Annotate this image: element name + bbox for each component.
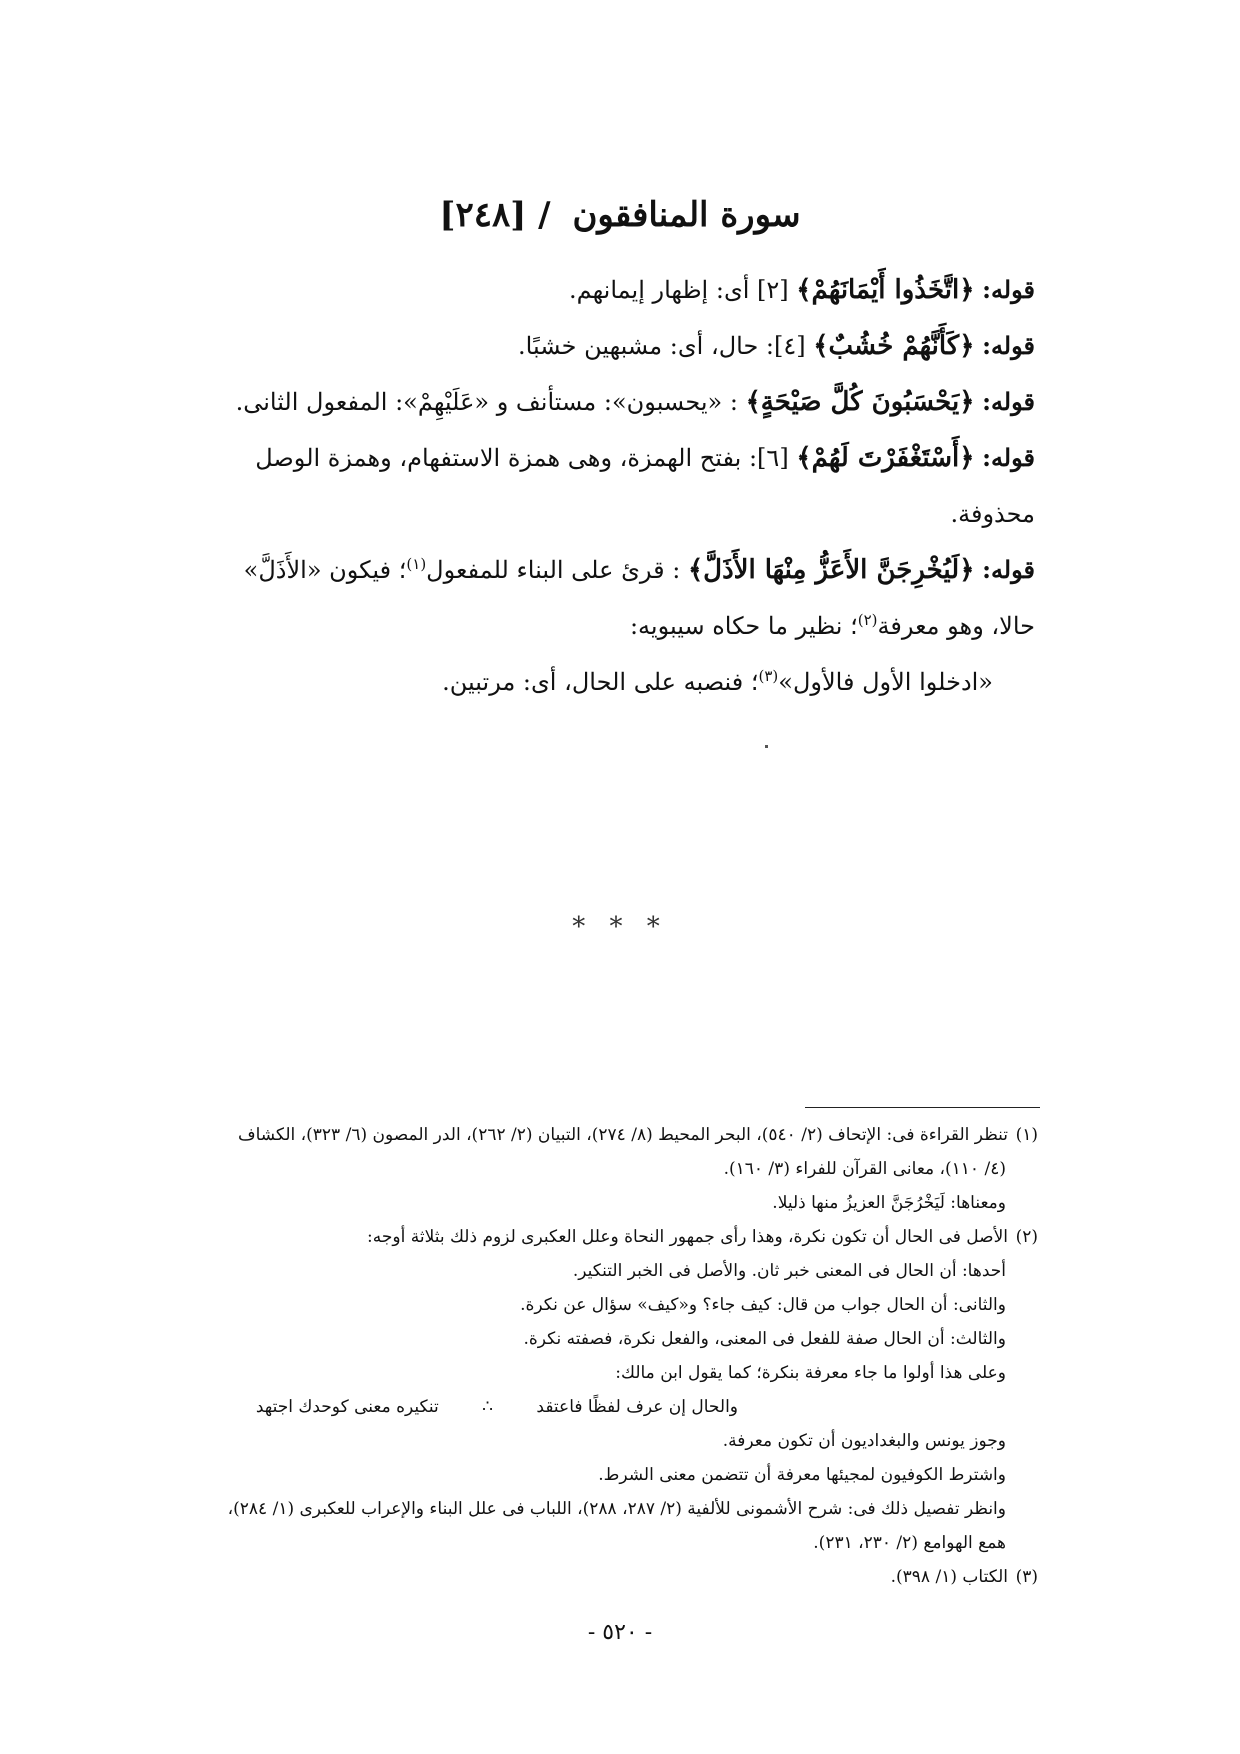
commentary-text: [٦]: بفتح الهمزة، وهى همزة الاستفهام، وهمزة الوصل bbox=[255, 444, 789, 472]
main-text bbox=[200, 262, 1035, 710]
lead-word: قوله: bbox=[982, 555, 1035, 584]
commentary-text: [٤]: حال، أى: مشبهين خشبًا. bbox=[518, 332, 806, 360]
footnote-number: (١) bbox=[1015, 1125, 1038, 1145]
commentary-text: ؛ فيكون «الأَذَلَّ» bbox=[243, 556, 407, 584]
footnote-2 bbox=[195, 1220, 1038, 1254]
footnotes bbox=[195, 1118, 1038, 1594]
lead-word: قوله: bbox=[982, 443, 1035, 472]
footnote-marker-2[interactable]: (٢) bbox=[857, 611, 878, 629]
paragraph-4-continuation: محذوفة. bbox=[950, 500, 1035, 528]
footnote-text: واشترط الكوفيون لمجيئها معرفة أن تتضمن معنى الشرط. bbox=[598, 1465, 1006, 1485]
verse-hemistich-2: تنكيره معنى كوحدك اجتهد bbox=[255, 1397, 439, 1417]
footnote-text: الكتاب (١/ ٣٩٨). bbox=[890, 1567, 1008, 1587]
quran-quote: ﴿يَحْسَبُونَ كُلَّ صَيْحَةٍ﴾ bbox=[745, 387, 975, 417]
page-title bbox=[0, 195, 1240, 235]
quoted-phrase: «ادخلوا الأول فالأول» bbox=[778, 668, 993, 696]
footnote-marker-1[interactable]: (١) bbox=[406, 555, 427, 573]
footnote-number: (٣) bbox=[1015, 1567, 1038, 1587]
footnote-text: وعلى هذا أولوا ما جاء معرفة بنكرة؛ كما يقول ابن مالك: bbox=[615, 1363, 1006, 1383]
footnote-3 bbox=[195, 1560, 1038, 1594]
footnote-text: ومعناها: لَيَخْرُجَنَّ العزيزُ منها ذليلا. bbox=[772, 1193, 1006, 1213]
footnote-text: وجوز يونس والبغداديون أن تكون معرفة. bbox=[722, 1431, 1006, 1451]
footnote-text: (٤/ ١١٠)، معانى القرآن للفراء (٣/ ١٦٠). bbox=[723, 1159, 1006, 1179]
verse-hemistich-1: والحال إن عرف لفظًا فاعتقد bbox=[536, 1397, 738, 1417]
footnote-text: أحدها: أن الحال فى المعنى خبر ثان. والأصل فى الخبر التنكير. bbox=[572, 1261, 1006, 1281]
paragraph-1 bbox=[200, 262, 1035, 318]
footnote-rule bbox=[805, 1107, 1040, 1108]
footnote-text: همع الهوامع (٢/ ٢٣٠، ٢٣١). bbox=[813, 1533, 1006, 1553]
paragraph-5 bbox=[200, 542, 1035, 598]
quran-quote: ﴿كَأَنَّهُمْ خُشُبٌ﴾ bbox=[813, 331, 975, 361]
footnote-text: الأصل فى الحال أن تكون نكرة، وهذا رأى جمهور النحاة وعلل العكبرى لزوم ذلك بثلاثة أوجه: bbox=[367, 1227, 1008, 1247]
quran-quote: ﴿اتَّخَذُوا أَيْمَانَهُمْ﴾ bbox=[796, 275, 975, 305]
paragraph-2 bbox=[200, 318, 1035, 374]
commentary-text: : «يحسبون»: مستأنف و «عَلَيْهِمْ»: المفعول الثانى. bbox=[235, 388, 738, 416]
poetry-verse bbox=[195, 1390, 1038, 1424]
footnote-marker-3[interactable]: (٣) bbox=[758, 667, 779, 685]
verse-separator: ∴ bbox=[482, 1397, 493, 1417]
footnote-text: والثالث: أن الحال صفة للفعل فى المعنى، والفعل نكرة، فصفته نكرة. bbox=[523, 1329, 1006, 1349]
commentary-text: ؛ نظير ما حكاه سيبويه: bbox=[629, 612, 858, 640]
commentary-text: ؛ فنصبه على الحال، أى: مرتبين. bbox=[442, 668, 759, 696]
page-reference: / [٢٤٨] bbox=[439, 195, 551, 235]
footnote-text: تنظر القراءة فى: الإتحاف (٢/ ٥٤٠)، البحر المحيط (٨/ ٢٧٤)، التبيان (٢/ ٢٦٢)، الدر المصون (٦/ ٣٢٣)، الكشاف bbox=[237, 1125, 1008, 1145]
lead-word: قوله: bbox=[982, 275, 1035, 304]
surah-name: سورة المنافقون bbox=[572, 195, 801, 235]
lead-word: قوله: bbox=[982, 387, 1035, 416]
print-speck bbox=[765, 745, 768, 748]
paragraph-3 bbox=[200, 374, 1035, 430]
paragraph-5-line-3 bbox=[200, 654, 1035, 710]
footnote-text: والثانى: أن الحال جواب من قال: كيف جاء؟ و«كيف» سؤال عن نكرة. bbox=[520, 1295, 1006, 1315]
lead-word: قوله: bbox=[982, 331, 1035, 360]
footnote-number: (٢) bbox=[1015, 1227, 1038, 1247]
quran-quote: ﴿لَيُخْرِجَنَّ الأَعَزُّ مِنْهَا الأَذَلَّ﴾ bbox=[687, 555, 975, 585]
paragraph-4 bbox=[200, 430, 1035, 486]
commentary-text: [٢] أى: إظهار إيمانهم. bbox=[568, 276, 789, 304]
page-number: - ٥٢٠ - bbox=[587, 1620, 653, 1645]
paragraph-5-line-2 bbox=[200, 598, 1035, 654]
commentary-text: : قرئ على البناء للمفعول bbox=[426, 556, 681, 584]
footnote-text: وانظر تفصيل ذلك فى: شرح الأشمونى للألفية (٢/ ٢٨٧، ٢٨٨)، اللباب فى علل البناء والإعراب للعكبرى (١/ ٢٨٤)، bbox=[227, 1499, 1006, 1519]
quran-quote: ﴿أَسْتَغْفَرْتَ لَهُمْ﴾ bbox=[796, 443, 975, 473]
footnote-1 bbox=[195, 1118, 1038, 1152]
commentary-text: حالا، وهو معرفة bbox=[877, 612, 1035, 640]
section-separator: * * * bbox=[572, 912, 668, 942]
